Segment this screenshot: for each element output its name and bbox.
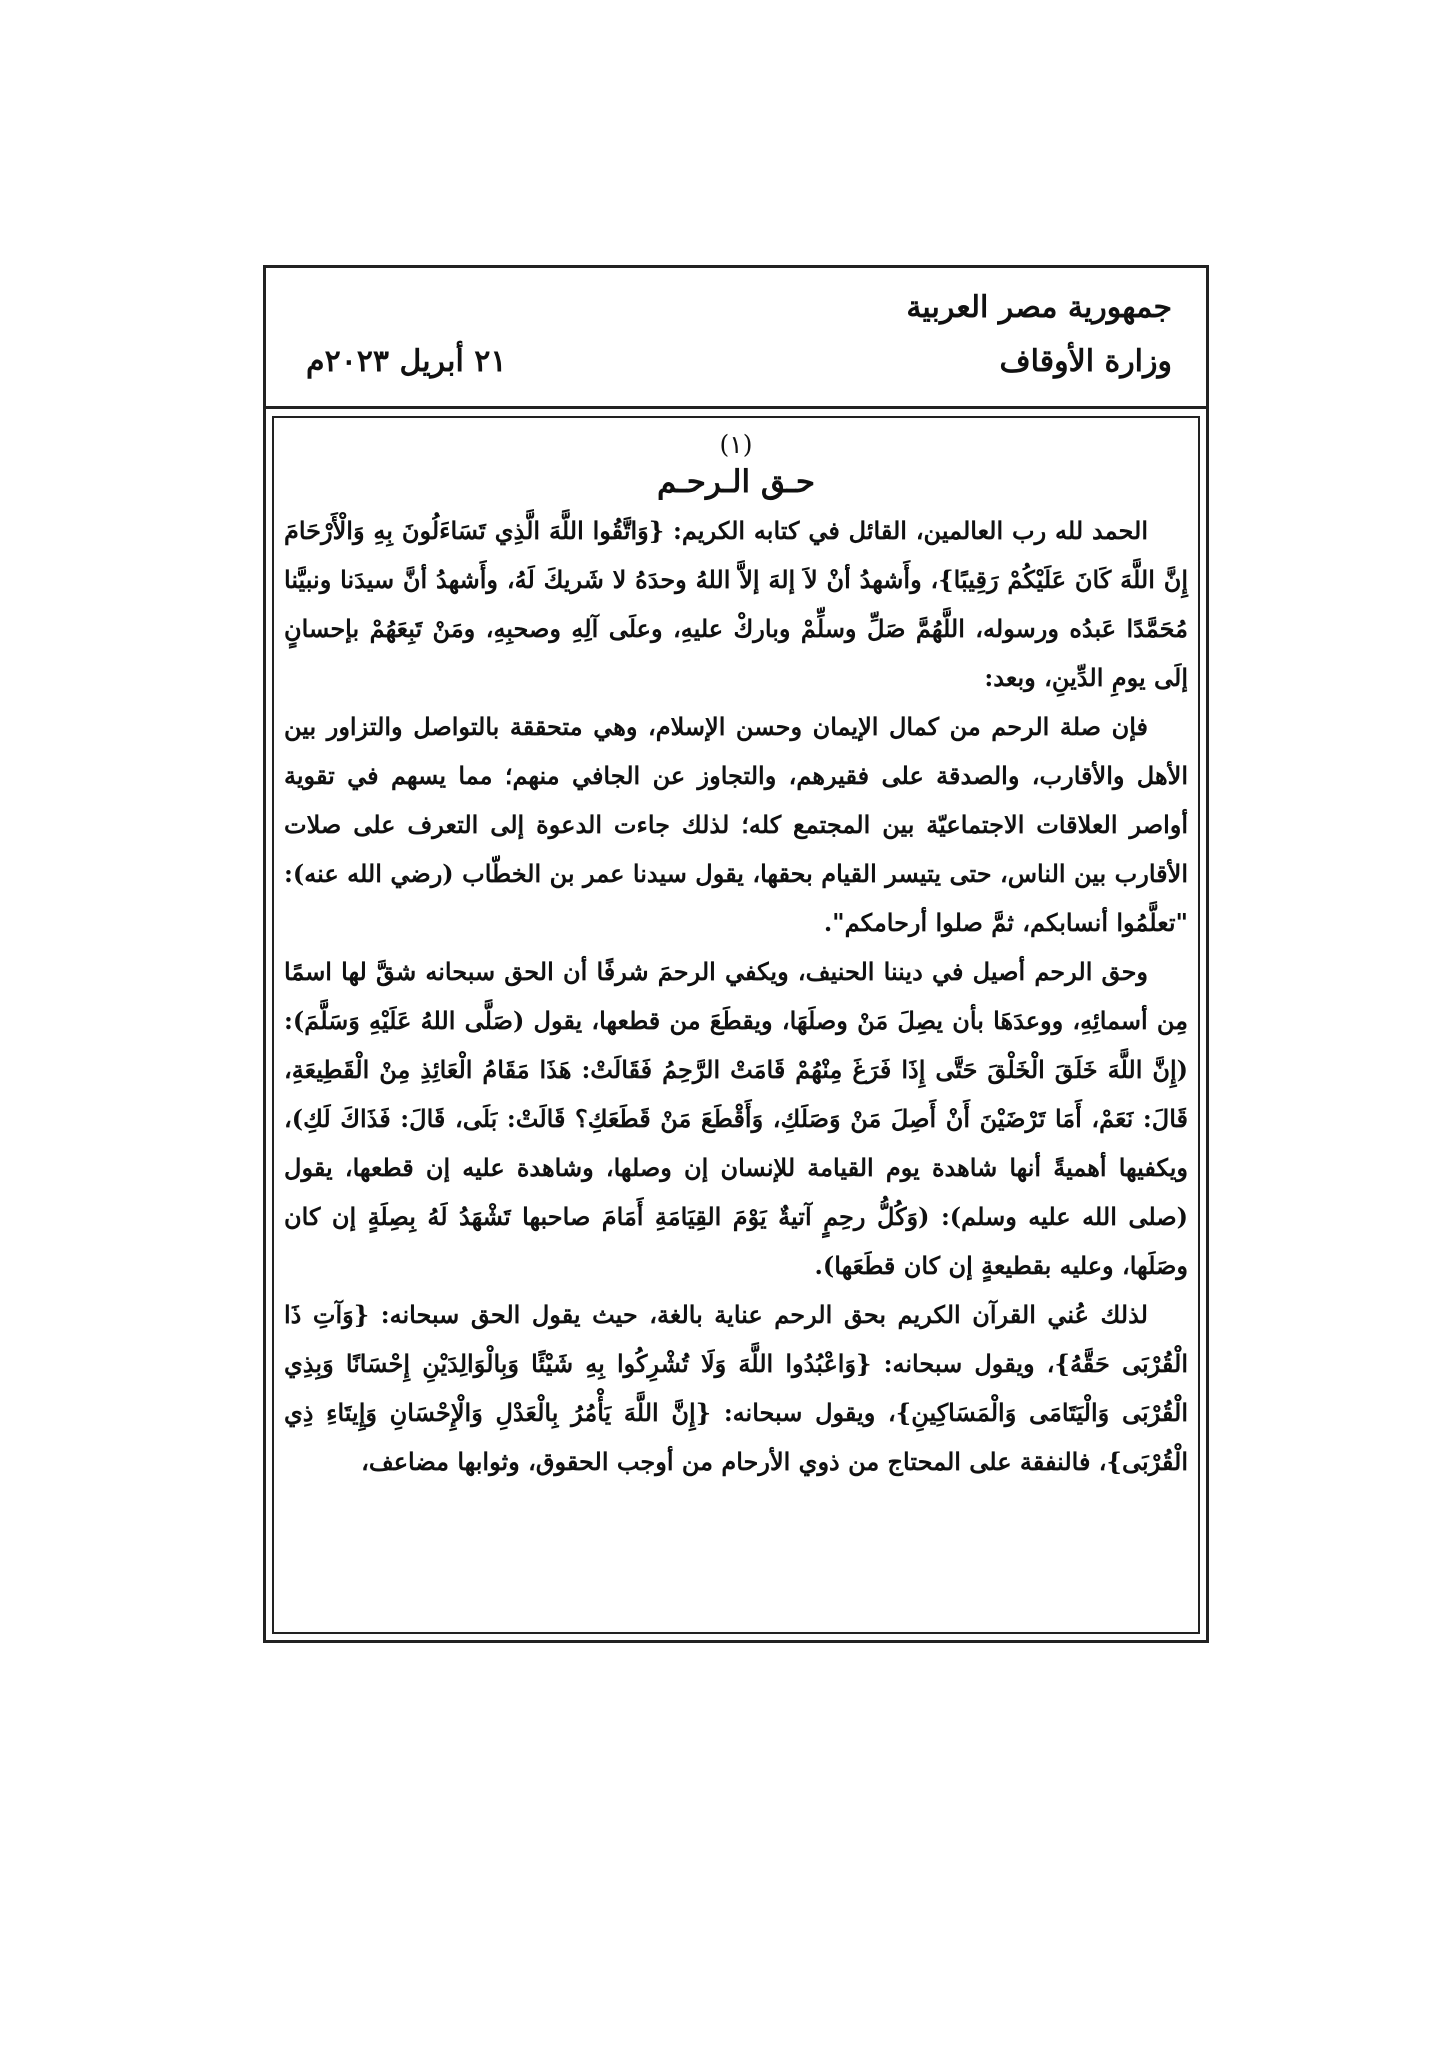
paragraph-opening: الحمد لله رب العالمين، القائل في كتابه الكريم: {وَاتَّقُوا اللَّهَ الَّذِي تَسَاءَلُونَ بِهِ وَالْأَرْحَامَ إِنَّ اللَّهَ كَانَ عَلَيْكُمْ رَقِيبًا}، وأَشهدُ أنْ لاَ إلهَ إلاَّ اللهُ وحدَهُ لا شَريكَ لَهُ، وأَشهدُ أنَّ سيدَنا ونبيَّنا مُحَمَّدًا عَبدُه ورسوله، اللَّهُمَّ صَلِّ وسلِّمْ وباركْ عليهِ، وعلَى آلِهِ وصحبِهِ، ومَنْ تَبِعَهُمْ بإحسانٍ إلَى يومِ الدِّينِ، وبعد: xyxy=(284,516,1188,692)
paragraph-quran-care: لذلك عُني القرآن الكريم بحق الرحم عناية بالغة، حيث يقول الحق سبحانه: {وَآتِ ذَا الْقُرْبَى حَقَّهُ}، ويقول سبحانه: {وَاعْبُدُوا اللَّهَ وَلَا تُشْرِكُوا بِهِ شَيْئًا وَبِالْوَالِدَيْنِ إِحْسَانًا وَبِذِي الْقُرْبَى وَالْيَتَامَى وَالْمَسَاكِينِ}، ويقول سبحانه: {إِنَّ اللَّهَ يَأْمُرُ بِالْعَدْلِ وَالْإِحْسَانِ وَإِيتَاءِ ذِي الْقُرْبَى}، فالنفقة على المحتاج من ذوي الأرحام من أوجب الحقوق، وثوابها مضاعف، xyxy=(284,1300,1188,1476)
sermon-title: حـق الـرحـم xyxy=(656,464,815,500)
paragraph-kinship-bonds: فإن صلة الرحم من كمال الإيمان وحسن الإسلام، وهي متحققة بالتواصل والتزاور بين الأهل والأقارب، والصدقة على فقيرهم، والتجاوز عن الجافي منهم؛ مما يسهم في تقوية أواصر العلاقات الاجتماعيّة بين المجتمع كله؛ لذلك جاءت الدعوة إلى التعرف على صلات الأقارب بين الناس، حتى يتيسر القيام بحقها، يقول سيدنا عمر بن الخطّاب (رضي الله عنه): "تعلَّمُوا أنسابكم، ثمَّ صلوا أرحامكم". xyxy=(284,712,1188,937)
paragraph-right-of-kinship: وحق الرحم أصيل في ديننا الحنيف، ويكفي الرحمَ شرفًا أن الحق سبحانه شقَّ لها اسمًا مِن أسمائِهِ، ووعدَهَا بأن يصِلَ مَنْ وصلَهَا، ويقطَعَ من قطعها، يقول (صَلَّى اللهُ عَلَيْهِ وَسَلَّمَ): (إِنَّ اللَّهَ خَلَقَ الْخَلْقَ حَتَّى إِذَا فَرَغَ مِنْهُمْ قَامَتْ الرَّحِمُ فَقَالَتْ: هَذَا مَقَامُ الْعَائِذِ مِنْ الْقَطِيعَةِ، قَالَ: نَعَمْ، أَمَا تَرْضَيْنَ أَنْ أَصِلَ مَنْ وَصَلَكِ، وَأَقْطَعَ مَنْ قَطَعَكِ؟ قَالَتْ: بَلَى، قَالَ: فَذَاكَ لَكِ)، ويكفيها أهميةً أنها شاهدة يوم القيامة للإنسان إن وصلها، وشاهدة عليه إن قطعها، يقول (صلى الله عليه وسلم): (وَكُلُّ رحِمٍ آتيةٌ يَوْمَ القِيَامَةِ أَمَامَ صاحبها تَشْهَدُ لَهُ بِصِلَةٍ إن كان وصَلَها، وعليه بقطيعةٍ إن كان قطَعَها). xyxy=(284,957,1189,1280)
sermon-date: ٢١ أبريل ٢٠٢٣م xyxy=(306,344,507,379)
document-frame xyxy=(263,265,1209,1643)
ministry-name: وزارة الأوقاف xyxy=(999,344,1172,379)
document-header xyxy=(266,268,1206,409)
sermon-body xyxy=(272,416,1200,1634)
country-name: جمهورية مصر العربية xyxy=(906,290,1172,325)
sermon-number: (١) xyxy=(719,430,753,459)
